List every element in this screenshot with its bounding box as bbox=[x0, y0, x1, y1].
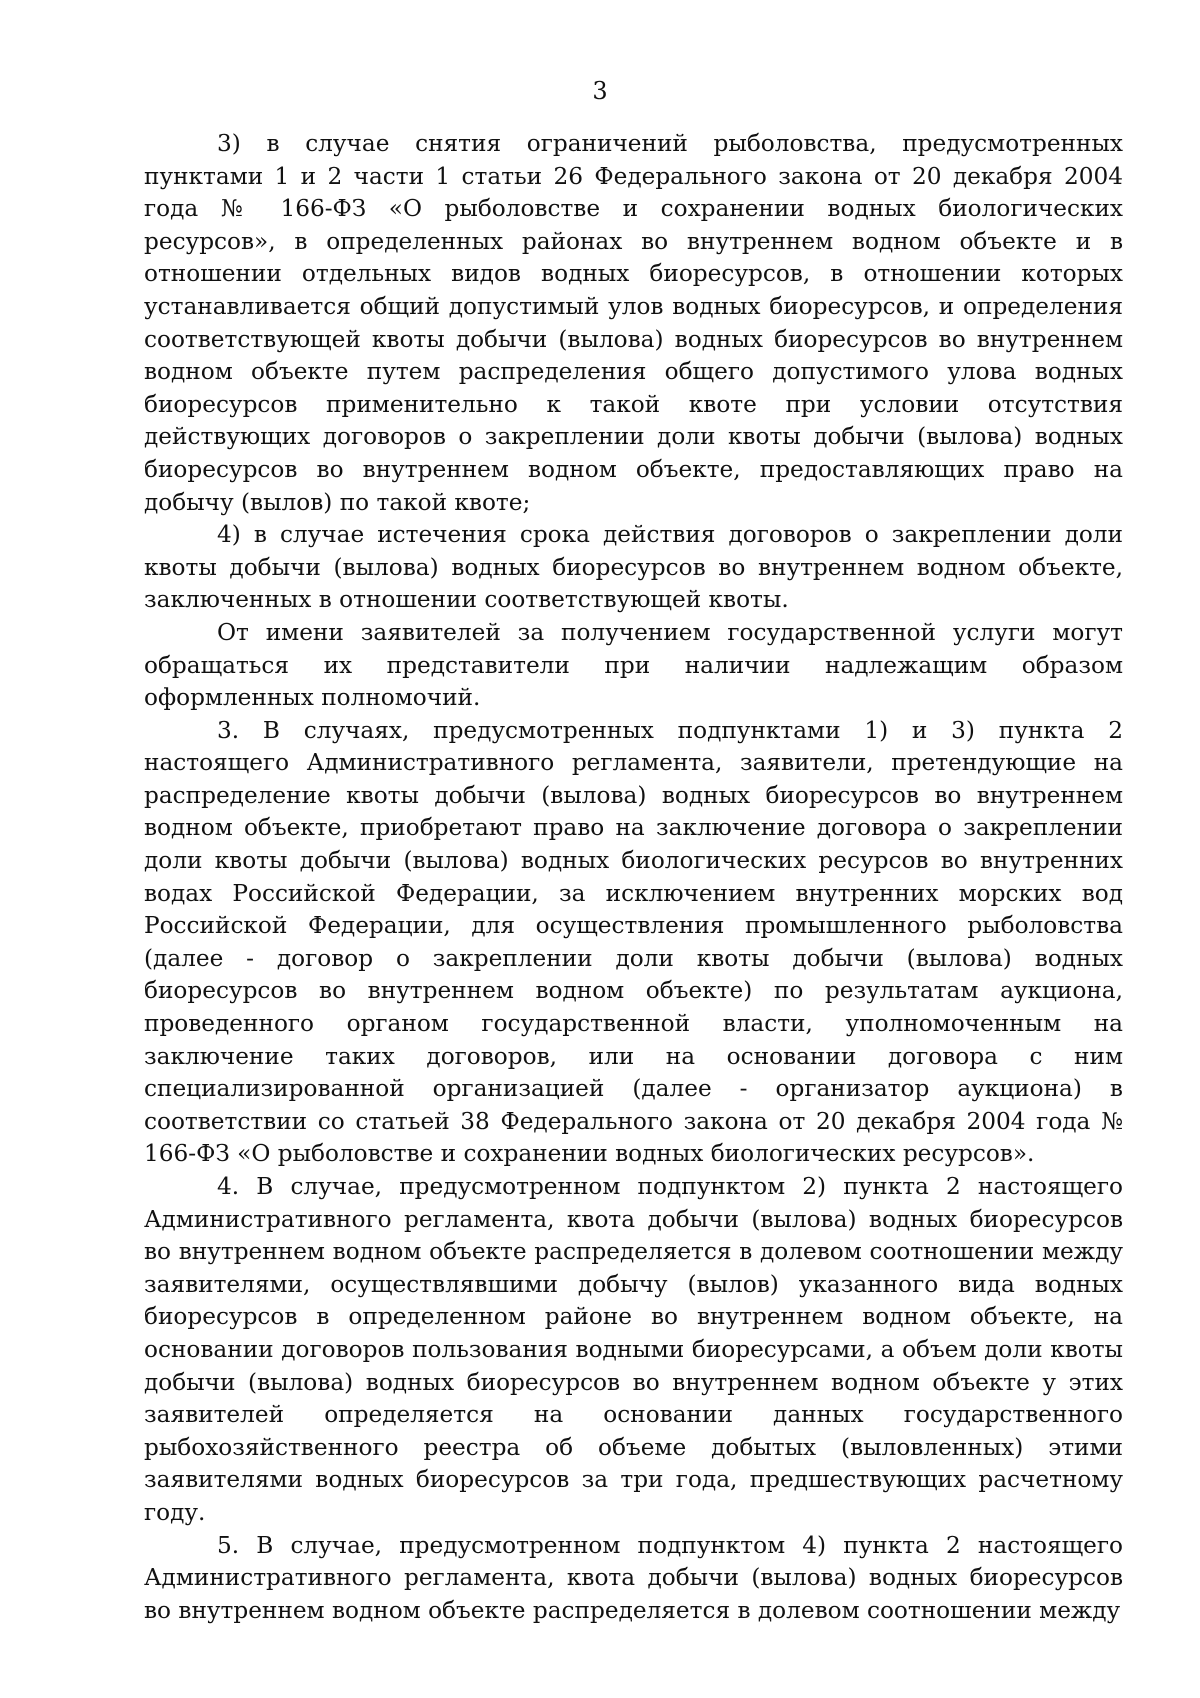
paragraph-clause-4: 4. В случае, предусмотренном подпунктом 2) пункта 2 настоящего Административного регламента, квота добычи (вылова) водных биоресурсов во внутреннем водном объекте распределяется в долевом соотношении между заявителями, осуществлявшими добычу (вылов) указанного вида водных биоресурсов в определенном районе во внутреннем водном объекте, на основании договоров пользования водными биоресурсами, а объем доли квоты добычи (вылова) водных биоресурсов во внутреннем водном объекте у этих заявителей определяется на основании данных государственного рыбохозяйственного реестра об объеме добытых (выловленных) этими заявителями водных биоресурсов за три года, предшествующих расчетному году. bbox=[144, 1173, 1123, 1526]
paragraph-subitem-3: 3) в случае снятия ограничений рыболовства, предусмотренных пунктами 1 и 2 части 1 статьи 26 Федерального закона от 20 декабря 2004 года № 166-ФЗ «О рыболовстве и сохранении водных биологических ресурсов», в определенных районах во внутреннем водном объекте и в отношении отдельных видов водных биоресурсов, в отношении которых устанавливается общий допустимый улов водных биоресурсов, и определения соответствующей квоты добычи (вылова) водных биоресурсов во внутреннем водном объекте путем распределения общего допустимого улова водных биоресурсов применительно к такой квоте при условии отсутствия действующих договоров о закреплении доли квоты добычи (вылова) водных биоресурсов во внутреннем водном объекте, предоставляющих право на добычу (вылов) по такой квоте; bbox=[144, 130, 1123, 516]
paragraph-clause-3: 3. В случаях, предусмотренных подпунктами 1) и 3) пункта 2 настоящего Административного регламента, заявители, претендующие на распределение квоты добычи (вылова) водных биоресурсов во внутреннем водном объекте, приобретают право на заключение договора о закреплении доли квоты добычи (вылова) водных биологических ресурсов во внутренних водах Российской Федерации, за исключением внутренних морских вод Российской Федерации, для осуществления промышленного рыболовства (далее - договор о закреплении доли квоты добычи (вылова) водных биоресурсов во внутреннем водном объекте) по результатам аукциона, проведенного органом государственной власти, уполномоченным на заключение таких договоров, или на основании договора с ним специализированной организацией (далее - организатор аукциона) в соответствии со статьей 38 Федерального закона от 20 декабря 2004 года № 166-ФЗ «О рыболовстве и сохранении водных биологических ресурсов». bbox=[144, 716, 1123, 1168]
page-number: 3 bbox=[592, 77, 608, 105]
paragraph-representatives: От имени заявителей за получением государственной услуги могут обращаться их представители при наличии надлежащим образом оформленных полномочий. bbox=[144, 618, 1123, 712]
paragraph-subitem-4: 4) в случае истечения срока действия договоров о закреплении доли квоты добычи (вылова) водных биоресурсов во внутреннем водном объекте, заключенных в отношении соответствующей квоты. bbox=[144, 521, 1123, 614]
paragraph-clause-5: 5. В случае, предусмотренном подпунктом 4) пункта 2 настоящего Административного регламента, квота добычи (вылова) водных биоресурсов во внутреннем водном объекте распределяется в долевом соотношении между bbox=[144, 1531, 1123, 1624]
document-body bbox=[144, 128, 1123, 1627]
